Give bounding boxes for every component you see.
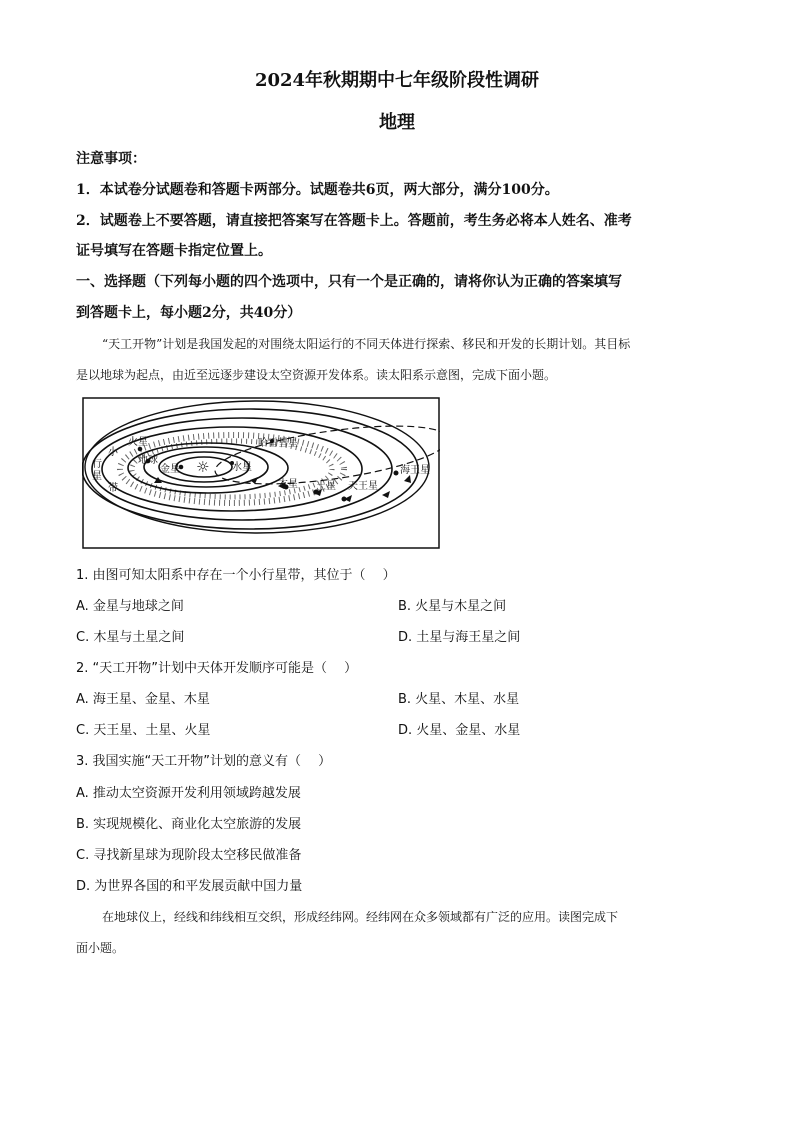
label-jupiter: 木星 [278, 479, 298, 490]
label-asteroid-belt-4: 带 [108, 483, 118, 494]
label-earth: 地球 [138, 455, 158, 466]
option-d: D. 土星与海王星之间 [398, 630, 521, 645]
option-c: C. 木星与土星之间 [76, 630, 185, 645]
uranus-dot [342, 497, 347, 502]
label-uranus: 天王星 [348, 481, 378, 492]
question-stem: 3. 我国实施“天工开物”计划的意义有（ ） [76, 754, 332, 769]
notice-item: 证号填写在答题卡指定位置上。 [76, 243, 272, 259]
notice-item: 2．试题卷上不要答题，请直接把答案写在答题卡上。答题前，考生务必将本人姓名、准考 [76, 213, 632, 229]
option-c: C. 天王星、土星、火星 [76, 723, 211, 738]
notice-item: 1．本试卷分试题卷和答题卡两部分。试题卷共6页，两大部分，满分100分。 [76, 182, 559, 198]
subject-title: 地理 [379, 112, 415, 133]
label-asteroid-belt-1: 小 [108, 447, 118, 458]
intro-passage: “天工开物”计划是我国发起的对围绕太阳运行的不同天体进行探索、移民和开发的长期计划。其目标 [102, 337, 631, 351]
question-stem: 1. 由图可知太阳系中存在一个小行星带，其位于（ ） [76, 568, 396, 583]
option-a: A. 金星与地球之间 [76, 599, 184, 614]
label-mars: 火星 [128, 437, 148, 448]
intro-passage-cont: 面小题。 [76, 941, 125, 955]
option-d: D. 为世界各国的和平发展贡献中国力量 [76, 879, 303, 894]
intro-passage-cont: 是以地球为起点，由近至远逐步建设太空资源开发体系。读太阳系示意图，完成下面小题。 [76, 368, 557, 382]
option-c: C. 寻找新星球为现阶段太空移民做准备 [76, 848, 302, 863]
label-asteroid-belt-2: 行 [92, 459, 102, 470]
section-heading-cont: 到答题卡上，每小题2分，共40分） [76, 305, 302, 321]
intro-passage: 在地球仪上，经线和纬线相互交织，形成经纬网。经纬网在众多领域都有广泛的应用。读图完成下 [102, 910, 619, 924]
option-b: B. 火星、木星、水星 [398, 692, 520, 707]
option-b: B. 实现规模化、商业化太空旅游的发展 [76, 817, 302, 832]
label-neptune: 海王星 [400, 465, 430, 476]
section-heading: 一、选择题（下列每小题的四个选项中，只有一个是正确的，请将你认为正确的答案填写 [76, 274, 622, 290]
neptune-dot [394, 471, 399, 476]
sun-icon: ☼ [196, 458, 210, 476]
label-venus: 金星 [160, 464, 180, 475]
label-saturn: 土星 [316, 481, 336, 492]
option-d: D. 火星、金星、水星 [398, 723, 521, 738]
label-asteroid-belt-3: 星 [92, 471, 102, 482]
question-stem: 2. “天工开物”计划中天体开发顺序可能是（ ） [76, 661, 358, 676]
label-halley: 哈雷彗星 [258, 438, 298, 449]
option-a: A. 推动太空资源开发利用领域跨越发展 [76, 786, 301, 801]
page-title: 2024年秋期期中七年级阶段性调研 [254, 70, 540, 91]
option-b: B. 火星与木星之间 [398, 599, 507, 614]
option-a: A. 海王星、金星、木星 [76, 692, 210, 707]
notice-heading: 注意事项： [76, 151, 146, 167]
label-mercury: 水星 [232, 462, 252, 473]
solar-system-diagram [82, 397, 440, 549]
